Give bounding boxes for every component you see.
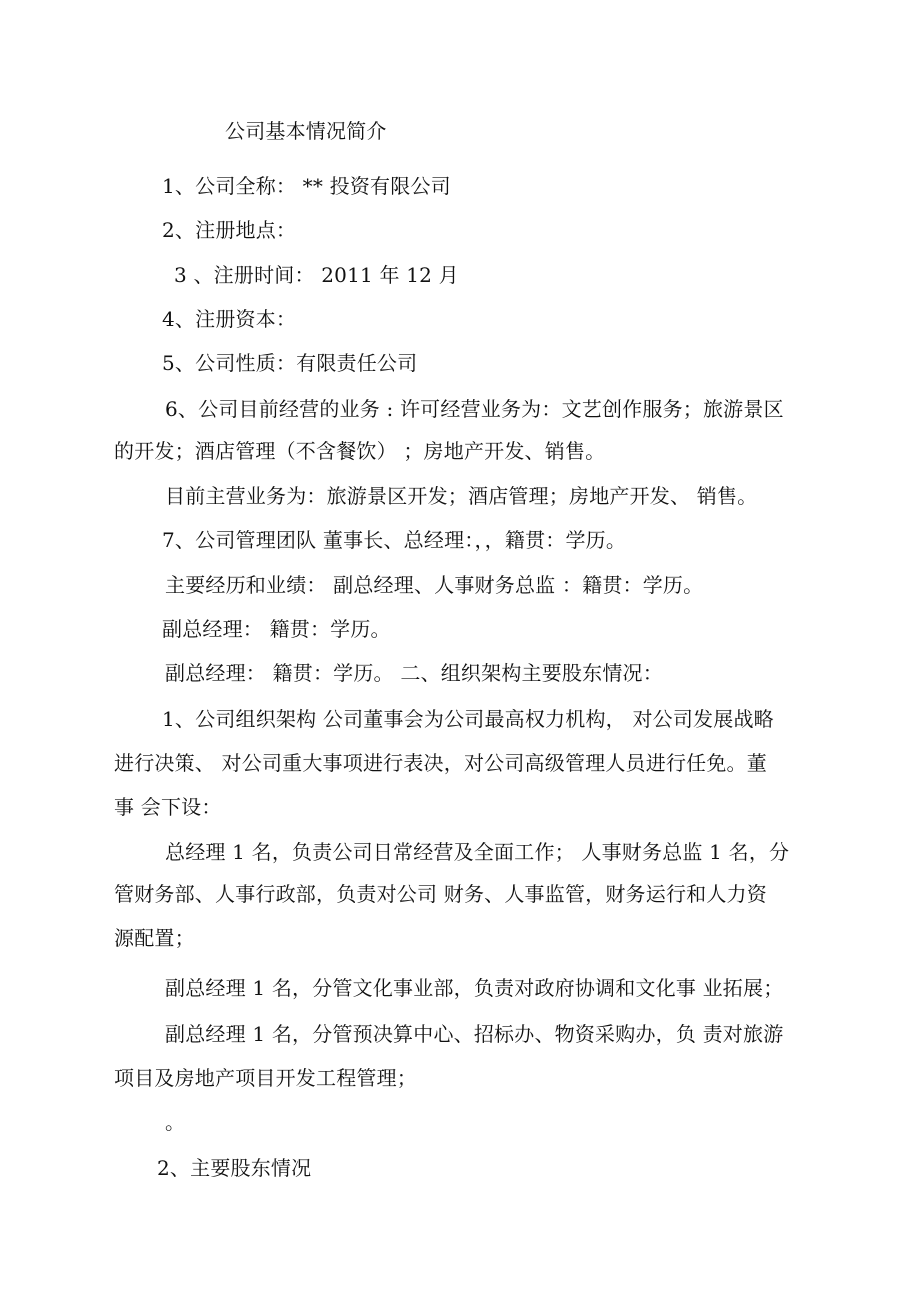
paragraph-line: 项目及房地产项目开发工程管理； (114, 1066, 417, 1090)
paragraph-line: 副总经理： 籍贯：学历。 二、组织架构主要股东情况： (165, 661, 663, 685)
paragraph-line: 3 、注册时间： 2011 年 12 月 (174, 263, 459, 287)
paragraph-line: 5、公司性质：有限责任公司 (162, 351, 418, 375)
paragraph-line: 总经理 1 名，负责公司日常经营及全面工作； 人事财务总监 1 名，分 (165, 840, 790, 864)
paragraph-line: 进行决策、 对公司重大事项进行表决，对公司高级管理人员进行任免。董 (114, 751, 767, 775)
paragraph-line: 2、注册地点： (162, 218, 297, 242)
paragraph-line: 副总经理： 籍贯：学历。 (162, 617, 391, 641)
paragraph-line: 副总经理 1 名，分管文化事业部，负责对政府协调和文化事 业拓展； (165, 976, 784, 1000)
paragraph-line: 目前主营业务为：旅游景区开发；酒店管理；房地产开发、 销售。 (165, 484, 758, 508)
paragraph-line: 4、注册资本： (162, 307, 297, 331)
paragraph-line: 的开发；酒店管理（不含餐饮） ；房地产开发、销售。 (114, 439, 606, 463)
paragraph-line: 副总经理 1 名，分管预决算中心、招标办、物资采购办，负 责对旅游 (165, 1022, 784, 1046)
paragraph-line: 7、公司管理团队 董事长、总经理：，，籍贯：学历。 (162, 528, 627, 552)
paragraph-line: 6、公司目前经营的业务 : 许可经营业务为：文艺创作服务；旅游景区 (165, 397, 784, 421)
paragraph-line: 。 (165, 1110, 186, 1134)
paragraph-line: 1、公司全称： ** 投资有限公司 (162, 174, 451, 198)
document-title: 公司基本情况简介 (225, 119, 387, 143)
paragraph-line: 事 会下设： (114, 795, 222, 819)
paragraph-line: 管财务部、人事行政部，负责对公司 财务、人事监管，财务运行和人力资 (114, 882, 767, 906)
paragraph-line: 2、主要股东情况 (157, 1156, 312, 1180)
paragraph-line: 源配置； (114, 926, 195, 950)
paragraph-line: 主要经历和业绩： 副总经理、人事财务总监 ：籍贯：学历。 (165, 573, 704, 597)
paragraph-line: 1、公司组织架构 公司董事会为公司最高权力机构， 对公司发展战略 (162, 707, 774, 731)
